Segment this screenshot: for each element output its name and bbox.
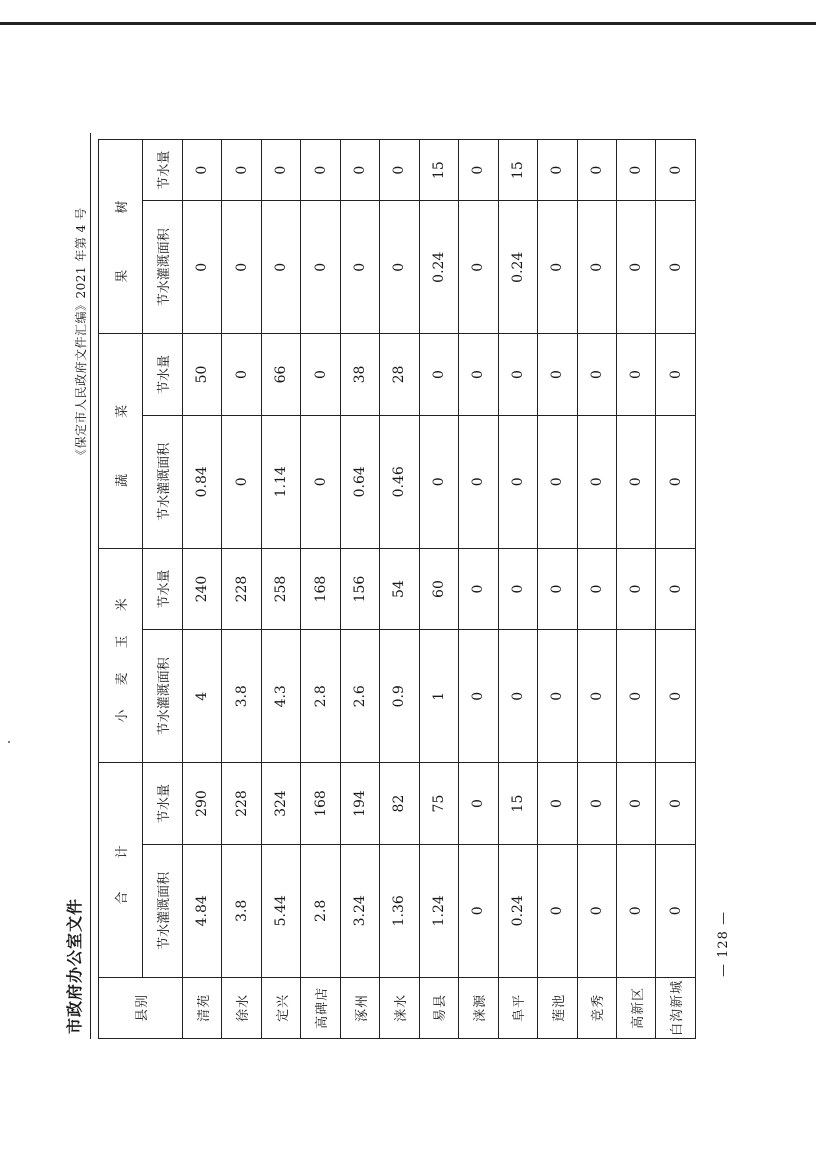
water-saving-cell: 0 — [538, 548, 577, 630]
water-saving-cell: 0 — [577, 763, 616, 845]
area-cell: 0 — [301, 415, 340, 548]
area-cell: 0 — [656, 201, 696, 334]
table-row — [419, 140, 458, 1039]
county-name: 清苑 — [183, 977, 222, 1038]
area-cell: 0 — [577, 844, 616, 977]
area-cell: 4 — [183, 630, 222, 763]
area-cell: 0.24 — [498, 201, 537, 334]
area-cell: 0 — [222, 415, 261, 548]
area-cell: 3.24 — [340, 844, 379, 977]
area-cell: 4.3 — [261, 630, 300, 763]
water-saving-cell: 258 — [261, 548, 300, 630]
water-saving-cell: 28 — [380, 334, 419, 416]
area-cell: 0 — [577, 415, 616, 548]
water-saving-cell: 0 — [577, 548, 616, 630]
water-saving-cell: 0 — [419, 334, 458, 416]
water-saving-cell: 0 — [459, 763, 498, 845]
category-vegetables-header: 蔬 菜 — [99, 334, 143, 549]
area-cell: 0 — [183, 201, 222, 334]
water-saving-cell: 38 — [340, 334, 379, 416]
subheader-water: 节水量 — [143, 548, 183, 630]
water-saving-cell: 0 — [616, 334, 655, 416]
area-cell: 0 — [459, 201, 498, 334]
subheader-water: 节水量 — [143, 763, 183, 845]
area-cell: 0 — [498, 415, 537, 548]
water-saving-cell: 228 — [222, 548, 261, 630]
water-saving-cell: 0 — [498, 334, 537, 416]
water-saving-cell: 240 — [183, 548, 222, 630]
county-name: 定兴 — [261, 977, 300, 1038]
table-row — [459, 140, 498, 1039]
table-row — [301, 140, 340, 1039]
water-saving-cell: 168 — [301, 763, 340, 845]
subheader-row — [143, 140, 183, 1039]
category-wheat-corn-header: 小 麦 玉 米 — [99, 548, 143, 763]
header-rule — [90, 133, 91, 1039]
subheader-area: 节水灌溉面积 — [143, 630, 183, 763]
water-saving-cell: 66 — [261, 334, 300, 416]
table-row — [498, 140, 537, 1039]
area-cell: 0.24 — [419, 201, 458, 334]
table-row — [538, 140, 577, 1039]
water-saving-cell: 0 — [459, 140, 498, 201]
county-name: 徐水 — [222, 977, 261, 1038]
category-fruit-trees-header: 果 树 — [99, 140, 143, 334]
scan-speck — [8, 741, 10, 743]
area-cell: 0 — [340, 201, 379, 334]
county-name: 易县 — [419, 977, 458, 1038]
water-saving-cell: 156 — [340, 548, 379, 630]
area-cell: 0.84 — [183, 415, 222, 548]
area-cell: 0 — [656, 630, 696, 763]
water-saving-cell: 60 — [419, 548, 458, 630]
water-saving-cell: 0 — [261, 140, 300, 201]
table-row — [656, 140, 696, 1039]
water-saving-cell: 15 — [419, 140, 458, 201]
table-body — [183, 140, 696, 1039]
area-cell: 0 — [656, 415, 696, 548]
subheader-water: 节水量 — [143, 140, 183, 201]
compilation-header: 《保定市人民政府文件汇编》2021 年第 4 号 — [74, 207, 88, 461]
water-saving-cell: 0 — [222, 140, 261, 201]
water-saving-cell: 54 — [380, 548, 419, 630]
water-saving-cell: 82 — [380, 763, 419, 845]
water-saving-cell: 0 — [183, 140, 222, 201]
county-name: 阜平 — [498, 977, 537, 1038]
water-saving-cell: 290 — [183, 763, 222, 845]
area-cell: 0 — [577, 630, 616, 763]
water-saving-cell: 0 — [222, 334, 261, 416]
water-saving-cell: 0 — [459, 334, 498, 416]
area-cell: 1.24 — [419, 844, 458, 977]
area-cell: 4.84 — [183, 844, 222, 977]
area-cell: 0 — [459, 415, 498, 548]
area-cell: 0 — [419, 415, 458, 548]
subheader-area: 节水灌溉面积 — [143, 415, 183, 548]
water-saving-table — [98, 139, 696, 1039]
water-saving-cell: 0 — [301, 140, 340, 201]
office-header: 市政府办公室文件 — [65, 897, 84, 1034]
subheader-area: 节水灌溉面积 — [143, 201, 183, 334]
area-cell: 0 — [616, 415, 655, 548]
table-row — [222, 140, 261, 1039]
water-saving-cell: 0 — [656, 763, 696, 845]
area-cell: 0 — [538, 415, 577, 548]
area-cell: 2.8 — [301, 844, 340, 977]
area-cell: 1 — [419, 630, 458, 763]
area-cell: 0.24 — [498, 844, 537, 977]
category-total-header: 合 计 — [99, 763, 143, 978]
county-name: 竞秀 — [577, 977, 616, 1038]
area-cell: 0 — [616, 630, 655, 763]
area-cell: 0 — [538, 201, 577, 334]
county-column-header: 县别 — [99, 977, 183, 1038]
county-name: 涞源 — [459, 977, 498, 1038]
area-cell: 0.9 — [380, 630, 419, 763]
subheader-water: 节水量 — [143, 334, 183, 416]
table-row — [577, 140, 616, 1039]
area-cell: 0 — [616, 201, 655, 334]
area-cell: 0 — [616, 844, 655, 977]
county-name: 涞水 — [380, 977, 419, 1038]
county-name: 高新区 — [616, 977, 655, 1038]
area-cell: 0 — [459, 844, 498, 977]
water-saving-cell: 168 — [301, 548, 340, 630]
category-header-row — [99, 140, 143, 1039]
area-cell: 5.44 — [261, 844, 300, 977]
water-saving-cell: 0 — [538, 140, 577, 201]
table-row — [380, 140, 419, 1039]
table-row — [340, 140, 379, 1039]
water-saving-cell: 194 — [340, 763, 379, 845]
area-cell: 3.8 — [222, 844, 261, 977]
area-cell: 0 — [459, 630, 498, 763]
water-saving-cell: 0 — [616, 548, 655, 630]
area-cell: 0 — [380, 201, 419, 334]
area-cell: 0 — [656, 844, 696, 977]
county-name: 白沟新城 — [656, 977, 696, 1038]
water-saving-cell: 0 — [577, 140, 616, 201]
area-cell: 0 — [222, 201, 261, 334]
county-name: 高碑店 — [301, 977, 340, 1038]
county-name: 涿州 — [340, 977, 379, 1038]
county-name: 莲池 — [538, 977, 577, 1038]
water-saving-cell: 75 — [419, 763, 458, 845]
water-saving-cell: 0 — [459, 548, 498, 630]
water-saving-cell: 0 — [616, 763, 655, 845]
area-cell: 3.8 — [222, 630, 261, 763]
table-row — [616, 140, 655, 1039]
water-saving-cell: 0 — [301, 334, 340, 416]
water-saving-cell: 0 — [380, 140, 419, 201]
area-cell: 0.46 — [380, 415, 419, 548]
table-row — [261, 140, 300, 1039]
area-cell: 0 — [261, 201, 300, 334]
subheader-area: 节水灌溉面积 — [143, 844, 183, 977]
water-saving-cell: 0 — [577, 334, 616, 416]
water-saving-cell: 228 — [222, 763, 261, 845]
water-saving-cell: 0 — [498, 548, 537, 630]
water-saving-cell: 0 — [656, 140, 696, 201]
area-cell: 0 — [577, 201, 616, 334]
water-saving-cell: 324 — [261, 763, 300, 845]
area-cell: 0 — [538, 630, 577, 763]
area-cell: 0 — [538, 844, 577, 977]
area-cell: 2.6 — [340, 630, 379, 763]
water-saving-cell: 15 — [498, 140, 537, 201]
table-row — [183, 140, 222, 1039]
water-saving-cell: 15 — [498, 763, 537, 845]
area-cell: 0 — [498, 630, 537, 763]
water-saving-cell: 0 — [538, 334, 577, 416]
water-saving-cell: 0 — [656, 334, 696, 416]
water-saving-cell: 0 — [656, 548, 696, 630]
area-cell: 2.8 — [301, 630, 340, 763]
water-saving-cell: 50 — [183, 334, 222, 416]
page-number: — 128 — — [716, 910, 731, 977]
page-edge-rule — [0, 22, 816, 25]
area-cell: 0.64 — [340, 415, 379, 548]
area-cell: 1.14 — [261, 415, 300, 548]
area-cell: 0 — [301, 201, 340, 334]
area-cell: 1.36 — [380, 844, 419, 977]
water-saving-cell: 0 — [616, 140, 655, 201]
water-saving-cell: 0 — [340, 140, 379, 201]
water-saving-cell: 0 — [538, 763, 577, 845]
